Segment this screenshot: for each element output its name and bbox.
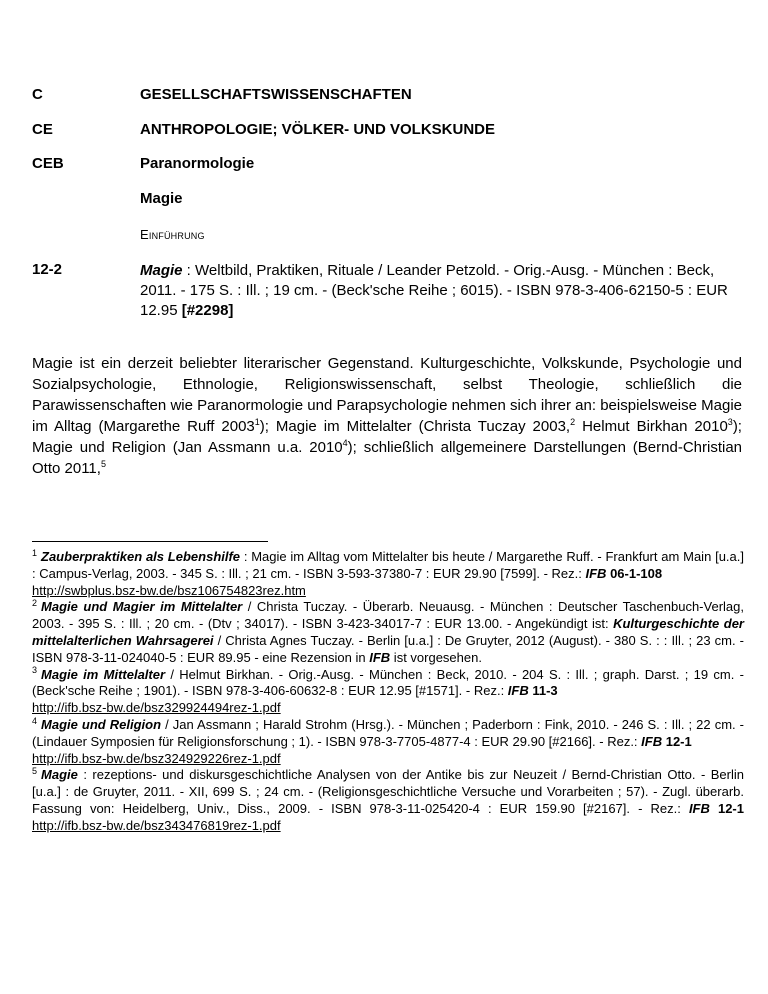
footnote-divider (32, 541, 268, 542)
section-code-ce: CE (32, 121, 53, 138)
footnote-5: $^5$ Magie : rezeptions- und diskursgeschichtliche Analysen von der Antike bis zur Neuzeit / Bernd-Christian Otto. - Berlin [u.a.] : de Gruyter, 2011. - XII, 699 S. ; 24 cm. - (Religionsgeschichtliche Versuche und Vorarbeiten ; 57). - Zugl. überarb. Fassung von: Heidelberg, Univ., Diss., 2009. - ISBN 978-3-11-025420-4 : EUR 159.90 [#2167]. - Rez.: IFB 12-1 http://ifb.bsz-bw.de/bsz343476819rez-1.pdf (32, 766, 744, 833)
review-link-3[interactable]: http://ifb.bsz-bw.de/bsz329924494rez-1.pdf (32, 700, 281, 716)
review-link-5[interactable]: http://ifb.bsz-bw.de/bsz343476819rez-1.pdf (32, 817, 281, 833)
entry-text: : Weltbild, Praktiken, Rituale / Leander Petzold. - Orig.-Ausg. - München : Beck, 2011. - 175 S. : Ill. ; 19 cm. - (Beck'sche Reihe ; 6015). - ISBN 978-3-406-62150-5 : EUR 12.95 (140, 262, 728, 319)
subtitle: Magie (140, 190, 183, 207)
review-link-4[interactable]: http://ifb.bsz-bw.de/bsz324929226rez-1.pdf (32, 750, 281, 766)
body-text: ); Magie und Religion (Jan Assmann u.a. 2010 (32, 418, 742, 456)
body-text: ); Magie im Mittelalter (Christa Tuczay 2003, (259, 418, 571, 435)
footnote-2: $^2$ Magie und Magier im Mittelalter / Christa Tuczay. - Überarb. Neuausg. - München : Deutscher Taschenbuch-Verlag, 2003. - 395 S. : Ill. ; 20 cm. - (Dtv ; 34017). - ISBN 3-423-34017-7 : EUR 13.00. - Angekündigt ist: Kulturgeschichte der mittelalterlichen Wahrsagerei / Christa Agnes Tuczay. - Berlin [u.a.] : De Gruyter, 2012 (August). - 380 S. : : Ill. ; 23 cm. - ISBN 978-3-11-024040-5 : EUR 89.95 - eine Rezension in IFB ist vorgesehen. (32, 598, 744, 665)
section-code-ceb: CEB (32, 155, 64, 172)
footnote-3: $^3$ Magie im Mittelalter / Helmut Birkhan. - Orig.-Ausg. - München : Beck, 2010. - 204 S. : Ill. ; graph. Darst. ; 19 cm. - (Beck'sche Reihe ; 1901). - ISBN 978-3-406-60632-8 : EUR 12.95 [#1571]. - Rez.: IFB 11-3 http://ifb.bsz-bw.de/bsz329924494rez-1.pdf (32, 665, 745, 716)
footnote-ref-2[interactable]: 2 (570, 417, 576, 427)
footnotes (32, 549, 744, 835)
footnote-ref-1[interactable]: 1 (254, 417, 260, 427)
review-link-1[interactable]: http://swbplus.bsz-bw.de/bsz106754823rez.htm (32, 582, 306, 598)
section-code-c: C (32, 86, 43, 103)
footnote-ref-5[interactable]: 5 (100, 459, 106, 469)
body-text: Helmut Birkhan 2010 (575, 418, 728, 435)
section-title-c: GESELLSCHAFTSWISSENSCHAFTEN (140, 86, 412, 103)
entry-title: Magie (140, 262, 183, 279)
entry-id: [#2298] (181, 302, 234, 319)
body-text: ); schließlich allgemeinere Darstellungen (Bernd-Christian Otto 2011, (32, 439, 743, 477)
footnote-ref-4[interactable]: 4 (342, 438, 348, 448)
entry-citation (140, 261, 740, 321)
entry-number: 12-2 (32, 261, 63, 278)
section-title-ce: ANTHROPOLOGIE; VÖLKER- UND VOLKSKUNDE (140, 121, 496, 138)
footnote-1: $^1$ Zauberpraktiken als Lebenshilfe : Magie im Alltag vom Mittelalter bis heute / Margarethe Ruff. - Frankfurt am Main [u.a.] : Campus-Verlag, 2003. - 345 S. : Ill. ; 21 cm. - ISBN 3-593-37380-7 : EUR 29.90 [7599]. - Rez.: IFB 06-1-108 http://swbplus.bsz-bw.de/bsz106754823rez.htm (32, 547, 744, 598)
main-paragraph (32, 353, 742, 479)
body-text: Magie ist ein derzeit beliebter literarischer Gegenstand. Kulturgeschichte, Volkskunde, Psychologie und Sozialpsychologie, Ethnologie, Religionswissenschaft, selbst Theologie, schließlich die Parawissenschaften wie Paranormologie und Parapsychologie nehmen sich ihrer an: beispielsweise Magie im Alltag (Margarethe Ruff 2003 (32, 355, 742, 435)
footnote-4: $^4$ Magie und Religion / Jan Assmann ; Harald Strohm (Hrsg.). - München ; Paderborn : Fink, 2010. - 246 S. : Ill. ; 22 cm. - (Lindauer Symposien für Religionsforschung ; 1). - ISBN 978-3-7705-4877-4 : EUR 29.90 [#2166]. - Rez.: IFB 12-1 http://ifb.bsz-bw.de/bsz324929226rez-1.pdf (32, 715, 745, 766)
section-title-ceb: Paranormologie (140, 155, 255, 172)
subheading: Einführung (140, 227, 205, 242)
footnote-ref-3[interactable]: 3 (727, 417, 733, 427)
